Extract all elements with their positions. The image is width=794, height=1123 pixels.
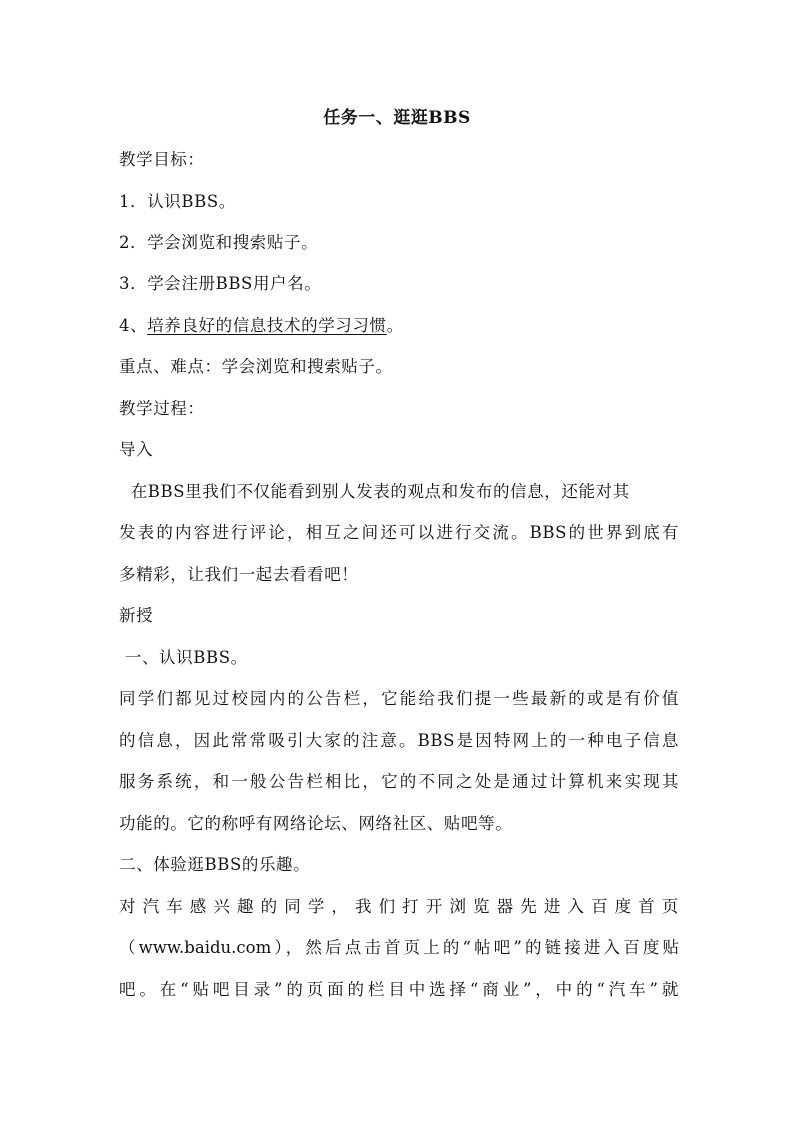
section-1-line-3: 服务系统，和一般公告栏相比，它的不同之处是通过计算机来实现其 <box>119 772 679 791</box>
document-title: 任务一、逛逛BBS <box>323 108 471 128</box>
intro-paragraph-line-2: 发表的内容进行评论，相互之间还可以进行交流。BBS的世界到底有 <box>119 523 679 542</box>
objectives-heading: 教学目标： <box>119 150 205 169</box>
new-heading: 新授 <box>119 606 154 625</box>
section-1-line-4: 功能的。它的称呼有网络论坛、网络社区、贴吧等。 <box>119 814 513 833</box>
objective-2: 2．学会浏览和搜索贴子。 <box>119 233 319 252</box>
key-points: 重点、难点：学会浏览和搜索贴子。 <box>119 357 393 376</box>
section-1-heading: 一、认识BBS。 <box>119 648 248 667</box>
section-2-line-1: 对汽车感兴趣的同学，我们打开浏览器先进入百度首页 <box>119 897 679 916</box>
section-1-line-1: 同学们都见过校园内的公告栏，它能给我们提一些最新的或是有价值 <box>119 689 679 708</box>
objective-3: 3．学会注册BBS用户名。 <box>119 274 322 293</box>
intro-heading: 导入 <box>119 440 154 459</box>
section-2-line-2: （www.baidu.com），然后点击首页上的“帖吧”的链接进入百度贴 <box>119 938 679 957</box>
objective-4 <box>119 312 679 340</box>
section-1-line-2: 的信息，因此常常吸引大家的注意。BBS是因特网上的一种电子信息 <box>119 731 679 750</box>
objective-4-prefix: 4、 <box>119 316 148 335</box>
section-2-line-3: 吧。在“贴吧目录”的页面的栏目中选择“商业”，中的“汽车”就 <box>119 980 679 999</box>
section-2-heading: 二、体验逛BBS的乐趣。 <box>119 855 311 874</box>
objective-4-text: 培养良好的信息技术的学习习惯 <box>147 316 387 335</box>
objective-1: 1．认识BBS。 <box>119 192 236 211</box>
objective-4-suffix: 。 <box>386 316 404 335</box>
process-heading: 教学过程： <box>119 399 205 418</box>
intro-paragraph-line-3: 多精彩，让我们一起去看看吧！ <box>119 565 359 584</box>
intro-paragraph-line-1: 在BBS里我们不仅能看到别人发表的观点和发布的信息，还能对其 <box>119 482 630 501</box>
